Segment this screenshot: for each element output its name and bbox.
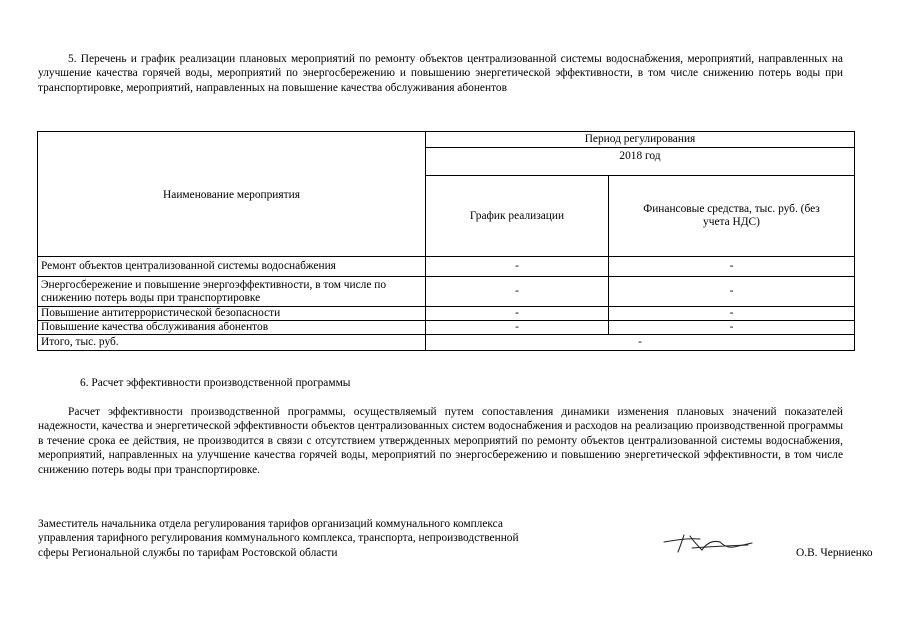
row-finance: - [609,277,855,307]
activities-table [37,131,855,351]
header-period: Период регулирования [426,132,855,148]
row-finance: - [609,307,855,321]
signatory-name: О.В. Черниенко [796,547,873,559]
header-activity-name: Наименование мероприятия [38,132,426,257]
row-schedule: - [426,257,609,277]
header-finance: Финансовые средства, тыс. руб. (без учета НДС) [609,176,855,257]
position-line: Заместитель начальника отдела регулирования тарифов организаций коммунального комплекса [38,518,503,530]
row-schedule: - [426,321,609,335]
row-schedule: - [426,277,609,307]
section6-text: Расчет эффективности производственной программы, осуществляемый путем сопоставления динамики изменения плановых значений показателей надежности, качества и энергетической эффективности объектов централизованных систем водоснабжения и расходов на реализацию производственной программы в течение срока ее действия, не производится в связи с отсутствием утвержденных мероприятий по ремонту объектов централизованной системы водоснабжения, мероприятий, направленных на улучшение качества горячей воды, мероприятий по энергосбережению и повышению энергетической эффективности, в том числе снижению потерь воды при транспортировке. [38,406,843,476]
row-name: Ремонт объектов централизованной системы водоснабжения [38,257,426,277]
total-row [38,335,855,351]
table-row [38,321,855,335]
row-finance: - [609,321,855,335]
total-value: - [426,335,855,351]
position-line: управления тарифного регулирования коммунального комплекса, транспорта, непроизводственной [38,532,519,545]
row-name: Повышение антитеррористической безопасности [38,307,426,321]
total-label: Итого, тыс. руб. [38,335,426,351]
handwritten-signature [662,530,754,556]
row-name: Энергосбережение и повышение энергоэффективности, в том числе по снижению потерь воды при транспортировке [38,277,426,307]
table-row [38,307,855,321]
table-row [38,257,855,277]
header-year: 2018 год [426,148,855,176]
row-finance: - [609,257,855,277]
signature-position [38,517,598,560]
position-line: сферы Региональной службы по тарифам Ростовской области [38,546,338,559]
row-name: Повышение качества обслуживания абонентов [38,321,426,335]
header-schedule: График реализации [426,176,609,257]
row-schedule: - [426,307,609,321]
section5-heading: 5. Перечень и график реализации плановых мероприятий по ремонту объектов централизованной системы водоснабжения, мероприятий, направленных на улучшение качества горячей воды, мероприятий по энергосбережению и повышению энергетической эффективности, в том числе снижению потерь воды при транспортировке, мероприятий, направленных на повышение качества обслуживания абонентов [38,53,843,94]
table-row [38,277,855,307]
section6-heading: 6. Расчет эффективности производственной программы [80,377,351,389]
